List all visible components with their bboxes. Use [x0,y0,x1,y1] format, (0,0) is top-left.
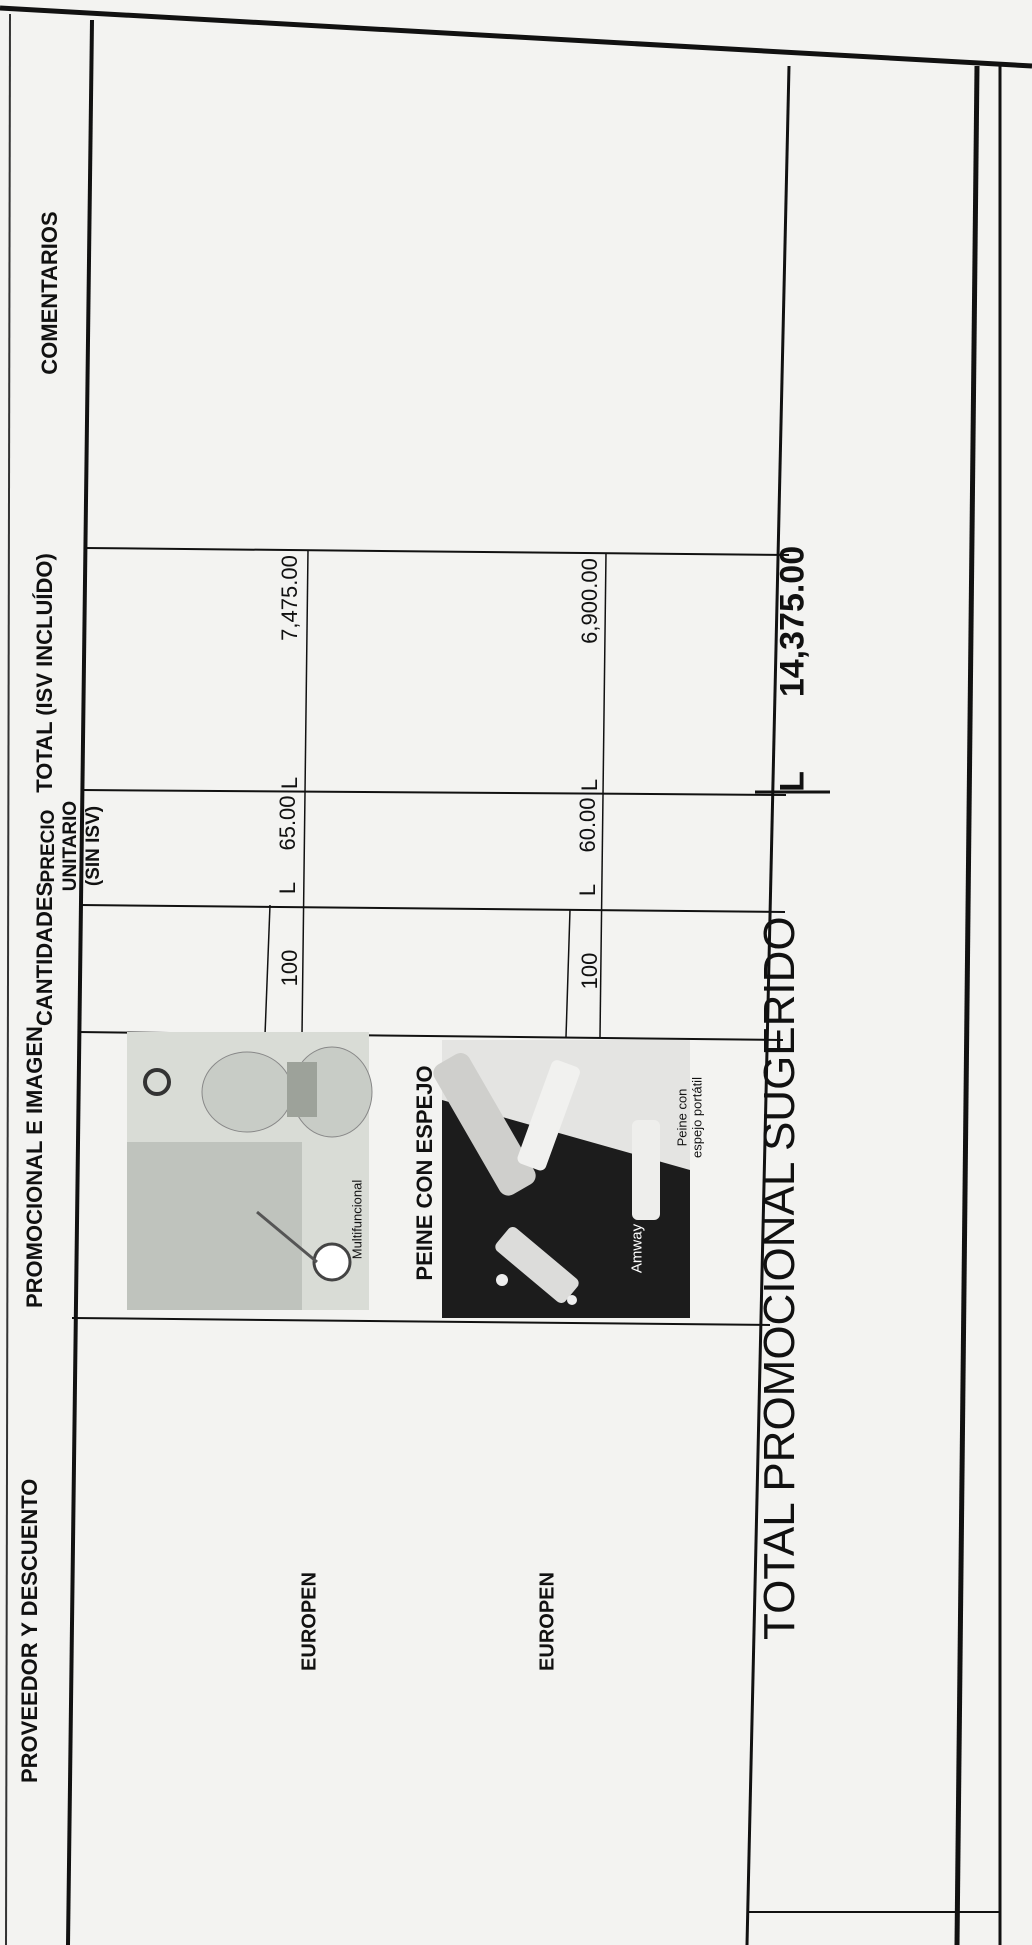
multifunctional-keychain-illustration [127,1032,369,1310]
header-cantidades: CANTIDADES [32,881,57,1026]
row1-precio-currency: L [275,881,300,895]
row2-total: 6,900.00 [577,558,602,644]
row2-precio-currency: L [575,883,600,897]
row1-product-image [127,1032,369,1310]
row2-product-image [442,1040,705,1318]
header-precio [22,790,102,900]
row2-brand: Amway [628,1223,646,1274]
row1-proveedor: EUROPEN [298,1572,321,1671]
row1-total-currency: L [277,776,302,790]
row2-cantidad: 100 [577,952,602,990]
header-precio-line2: UNITARIO [60,800,81,892]
row2-image-caption-1: Peine con [674,1088,690,1147]
row2-precio: 60.00 [575,797,600,853]
header-precio-line3: (SIN ISV) [83,805,104,887]
footer-total-label: TOTAL PROMOCIONAL SUGERIDO [755,916,804,1640]
header-precio-line1: PRECIO [38,809,59,883]
row1-cantidad: 100 [277,949,302,987]
row2-proveedor: EUROPEN [536,1572,559,1671]
footer-currency: L [773,771,812,792]
footer-total-value: 14,375.00 [773,545,812,698]
row2-total-currency: L [577,778,602,792]
row1-total: 7,475.00 [277,555,302,641]
header-promocional: PROMOCIONAL E IMAGEN [22,1026,47,1308]
row1-image-caption: Multifuncional [349,1179,365,1260]
comb-mirror-illustration [442,1040,690,1318]
row2-product-title: PEINE CON ESPEJO [412,1065,437,1281]
header-proveedor: PROVEEDOR Y DESCUENTO [17,1478,42,1783]
row2-image-caption-2: espejo portátil [689,1077,705,1158]
header-comentarios: COMENTARIOS [37,211,62,375]
row1-precio: 65.00 [275,795,300,851]
header-total: TOTAL (ISV INCLUÍDO) [32,553,57,793]
